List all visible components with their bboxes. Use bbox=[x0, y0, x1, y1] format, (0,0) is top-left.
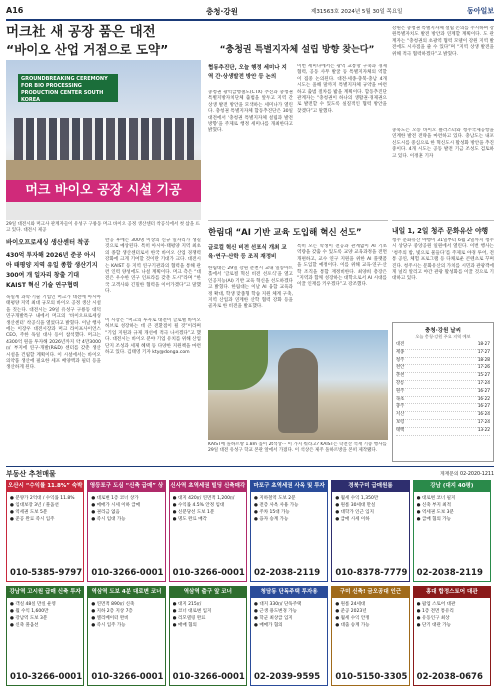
ad-line: ● 매매가 시세 이하 급매 bbox=[91, 503, 141, 508]
lead-body3: 이 시장은 “머크의 투자로 대전이 글로벌 바이오 허브로 성장하는 데 큰 전환점이 될 것”이라며 “기업 지원과 규제 개선에 적극 나서겠다”고 했다. 대전시는 바이오 분야 기업 유치를 위해 산업단지 조성과 세제 혜택 등 다양한 지원책을 마련하고 있다. 김태영 기자 kty@donga.com bbox=[105, 318, 201, 356]
lead-subhead1: 바이오프로세싱 생산센터 착공 bbox=[6, 239, 90, 246]
ad-line: ● 신축 풀옵션 bbox=[10, 623, 39, 628]
right-divider bbox=[392, 220, 494, 221]
ad-line: ● 준공 완료 즉시 입주 bbox=[10, 517, 55, 522]
ads-section-title: 부동산 추천매물 bbox=[6, 470, 56, 478]
section-name: 충청·강원 bbox=[206, 7, 238, 16]
ad-box[interactable] bbox=[250, 480, 328, 582]
ad-box[interactable] bbox=[6, 480, 84, 582]
ad-box[interactable] bbox=[169, 480, 247, 582]
statue-shape bbox=[278, 348, 318, 433]
weather-temp: 15·27 bbox=[477, 373, 490, 379]
ad-line: ● 권리금 없음 bbox=[91, 510, 120, 515]
newspaper-logo: 동아일보 bbox=[466, 7, 494, 15]
issue-date: 제31563호 2024년 5월 30일 목요일 bbox=[311, 9, 403, 15]
ad-title: 강남역 고시원 급매 신축 투자 bbox=[7, 587, 83, 598]
story3-body2: 특히 모든 학생이 전공과 관계없이 AI 기초 역량을 갖출 수 있도록 교양 교육과정을 전면 개편하고, 교수 연구 지원을 위한 AI 플랫폼을 도입할 예정이다. 이를 위해 교육·연구·산학 조직을 통합 재정비한다. 최양희 총장은 “지역과 함께 성장하는 대학으로서 AI 시대를 이끌 인재를 키우겠다”고 강조했다. bbox=[297, 244, 387, 288]
ad-line: ● 리모델링 완료 bbox=[172, 616, 206, 621]
ad-line: ● 원룸 30세대 만실 bbox=[335, 503, 376, 508]
lead-photo bbox=[6, 60, 201, 220]
ad-line: ● 전층 사옥 사용 가능 bbox=[254, 503, 299, 508]
lead-headline-line1: 머크社 새 공장 품은 대전 bbox=[6, 24, 156, 40]
ad-title: 경북구미 급매원룸 bbox=[332, 481, 408, 492]
ad-line: ● 대지 420㎡ 연면적 1,200㎡ bbox=[172, 496, 235, 501]
ad-phone[interactable]: 02-2038-0676 bbox=[416, 672, 483, 682]
lead-headline-line2: “바이오 산업 거점으로 도약” bbox=[6, 42, 169, 57]
ad-line: ● 신축 부지 최적 bbox=[416, 503, 451, 508]
weather-row bbox=[396, 365, 490, 373]
ad-phone[interactable]: 010-8378-7779 bbox=[335, 568, 408, 578]
ad-line: ● 지하철역 도보 2분 bbox=[254, 496, 296, 501]
ad-title: 신사역 초역세권 빌딩 신축매각 bbox=[170, 481, 246, 492]
ads-row-1 bbox=[6, 480, 494, 584]
weather-row bbox=[396, 373, 490, 381]
ads-header bbox=[6, 466, 494, 479]
ad-line: ● 수익률 4.5% 안정 임대 bbox=[172, 503, 225, 508]
weather-city: 춘천 bbox=[396, 373, 405, 379]
ad-body bbox=[414, 598, 490, 632]
story3-photo bbox=[208, 330, 388, 440]
ad-line: ● 명도 완료 매각 bbox=[172, 517, 207, 522]
ad-body bbox=[251, 598, 327, 632]
lead-body2: 완공 후에는 300명 이상의 신규 일자리가 생길 것으로 예상된다. 특히 아시아·태평양 지역 최초의 종합 생산센터로서 한국 바이오 산업 경쟁력 강화에 크게 기여할 것이란 기대가 크다. 대전시는 KAIST 등 지역 연구기관과의 협력을 통해 관련 인력 양성에도 나설 계획이다. 머크 측은 “대전은 우수한 연구 인프라를 갖춘 도시”라며 “한국 고객사와 긴밀한 협력을 이어가겠다”고 말했다. bbox=[105, 238, 201, 295]
ad-line: ● 대지 215㎡ bbox=[172, 602, 202, 607]
ad-line: ● 객실 48실 만실 운영 bbox=[10, 602, 56, 607]
weather-temp: 16·22 bbox=[477, 396, 490, 402]
ad-line: ● 매매 협의 bbox=[172, 623, 197, 628]
ad-line: ● 급매 협의 가능 bbox=[416, 517, 451, 522]
ad-line: ● 즉시 임대 가능 bbox=[91, 517, 126, 522]
weather-city: 충주 bbox=[396, 404, 405, 410]
ad-body bbox=[251, 492, 327, 526]
weather-row bbox=[396, 428, 490, 436]
ad-line: ● 원룸 24세대 bbox=[335, 602, 366, 607]
ad-phone[interactable]: 010-5385-9797 bbox=[10, 568, 83, 578]
ad-box[interactable] bbox=[413, 480, 491, 582]
ad-box[interactable] bbox=[413, 586, 491, 686]
ad-line: ● 엘리베이터 완비 bbox=[91, 616, 129, 621]
weather-temp: 13·22 bbox=[477, 427, 490, 433]
story2-body2: 이번 세미나에서는 광역 교통망 구축과 경제 협력, 공동 사무 발굴 등 특별지자체의 역할이 집중 논의된다. 대전·세종·충북·충남 4개 시도는 올해 말까지 특별지자체 규약을 마련하고 출범 절차를 밟을 계획이다. 합동추진단 관계자는 “충청권이 하나의 생활권·경제권으로 발전할 수 있도록 실질적인 협력 방안을 찾겠다”고 말했다. bbox=[297, 64, 387, 114]
ad-line: ● 신분당선 도보 1분 bbox=[172, 510, 215, 515]
ad-phone[interactable]: 02-2038-2119 bbox=[254, 568, 321, 578]
ad-line: ● 매매가 협의 bbox=[254, 623, 283, 628]
weather-city: 원주 bbox=[396, 388, 405, 394]
ad-body bbox=[332, 598, 408, 632]
ad-title: 오산시 “수익률 11.8%” 숙박 bbox=[7, 481, 83, 492]
ad-line: ● 임대보장 3년 / 풀옵션 bbox=[10, 503, 59, 508]
right-body2: 충북도는 오송 바이오 클러스터와 청주국제공항을 연계한 발전 전략을 마련하고 있다. 충남도는 내포신도시를 중심으로 한 혁신도시 활성화 방안을 추진 중이다. 4개 시도는 공동 발전 기금 조성도 검토하고 있다. 이정훈 기자 bbox=[392, 128, 494, 159]
ad-line: ● 1층 전면 통유리 bbox=[416, 609, 454, 614]
ad-line: ● 대출 승계 가능 bbox=[335, 623, 370, 628]
ad-box[interactable] bbox=[169, 586, 247, 686]
ad-line: ● 대로변 1층 코너 상가 bbox=[91, 496, 139, 501]
weather-row bbox=[396, 420, 490, 428]
ad-box[interactable] bbox=[331, 586, 409, 686]
ad-line: ● 연면적 890㎡ 신축 bbox=[91, 602, 135, 607]
tree-shape bbox=[208, 330, 268, 390]
ad-line: ● 대로변 코너 필지 bbox=[416, 496, 456, 501]
ad-box[interactable] bbox=[331, 480, 409, 582]
ad-line: ● 지하 2층 지상 7층 bbox=[91, 609, 133, 614]
lead-subhead2: 430억 투자해 2026년 준공 아시아 태평양 지역 유일 종합 생산기지 300여 개 일자리 창출 기대 KAIST 혁신 기술 연구협력 bbox=[6, 252, 98, 289]
weather-city: 강릉 bbox=[396, 380, 405, 386]
ad-line: ● 대학가 인근 입지 bbox=[335, 510, 374, 515]
lead-photo-caption: 29일 대전시와 머크사 관계자들이 유성구 구룡동 머크 바이오 공정 생산센터 착공식에서 첫 삽을 뜨고 있다. 대전시 제공 bbox=[6, 222, 200, 234]
ad-phone[interactable]: 010-3266-0001 bbox=[172, 568, 245, 578]
ad-title: 구미 신축! 금오공대 인근 bbox=[332, 587, 408, 598]
ad-line: ● 월세 수익 1,350만 bbox=[335, 496, 379, 501]
ad-line: ● 주차 15대 가능 bbox=[254, 510, 290, 515]
ad-title: 영등포구 도심 “신축 급매” 상 bbox=[88, 481, 164, 492]
weather-city: 보령 bbox=[396, 419, 405, 425]
weather-temp: 18·28 bbox=[477, 357, 490, 363]
lead-body1: 독일계 과학·기술 기업인 머크가 대전에 아시아태평양 지역 최대 규모의 바이오 공정 생산 시설을 짓는다. 대전시는 29일 유성구 구룡동 대덕연구개발특구 내에서 머크의 ‘바이오프로세싱 생산센터’ 착공식을 열었다고 밝혔다. 이날 행사에는 이장우 대전시장과 머크 라이프사이언스 CEO, 주한 독일 대사 등이 참석했다. 머크는 4300억 원을 투자해 2026년까지 약 4만3000㎡ 부지에 연구·개발(R&D) 센터를 갖춘 생산 시설을 건립할 계획이다. 이 시설에서는 바이오 의약품 생산에 필요한 세포 배양액과 필터 등을 생산하게 된다. bbox=[6, 295, 101, 371]
weather-row bbox=[396, 381, 490, 389]
weather-row bbox=[396, 389, 490, 397]
weather-box bbox=[392, 322, 494, 462]
ad-box[interactable] bbox=[6, 586, 84, 686]
weather-row bbox=[396, 404, 490, 412]
ad-line: ● 준공 2023년 bbox=[335, 609, 367, 614]
ad-body bbox=[88, 598, 164, 632]
weather-temp: 17·27 bbox=[477, 349, 490, 355]
weather-row bbox=[396, 350, 490, 358]
story2-divider bbox=[208, 220, 388, 221]
weather-city: 세종 bbox=[396, 349, 405, 355]
ads-row-2 bbox=[6, 586, 494, 688]
ad-title: 강남 (대지 40평) bbox=[414, 481, 490, 492]
ad-phone[interactable]: 02-2038-2119 bbox=[416, 568, 483, 578]
ad-body bbox=[332, 492, 408, 526]
story2-subhead: 협동추진단, 오늘 행정 세미나 지역 간·상생발전 방안 등 논의 bbox=[208, 65, 287, 80]
weather-temp: 17·24 bbox=[477, 419, 490, 425]
story2-body1: 충청권 광역급행철도(CTX) 추진과 충청권 특별지방자치단체 출범을 앞두고 지역 간 상생 발전 방안을 모색하는 세미나가 열린다. 충청권 특별지자체 합동추진단은 30일 대전에서 ‘충청권 특별지자체 설립과 발전 방향’을 주제로 행정 세미나를 개최한다고 밝혔다. bbox=[208, 90, 293, 134]
ad-title: 역삼역 출구 앞 코너 bbox=[170, 587, 246, 598]
ad-line: ● 팝업 스토어 대관 bbox=[416, 602, 456, 607]
lead-col1 bbox=[6, 238, 101, 375]
right-ad-title: 내일 1, 2일 청주 문화유산 야행 bbox=[392, 227, 489, 235]
story3-body1: 한림대는 29일 강원 춘천시 교내 일송아트홀에서 ‘글로컬 혁신 비전 선포식’을 열고 인공지능(AI) 기반 교육 혁신을 선도하겠다고 밝혔다. 한림대는 이날 AI 융합 교육과정 확대, 학생 맞춤형 학습 지원 체계 구축, 지역 산업과 연계한 산학 협력 강화 등을 골자로 한 비전을 발표했다. bbox=[208, 266, 293, 310]
right-ad-body: 청주 문화유산 야행이 31일부터 6월 2일까지 청주시 상당구 중앙공원 일원에서 열린다. 이번 행사는 ‘청주의 밤, 빛으로 물들다’를 주제로 야경 투어, 전통 공연, 체험 프로그램 등 다채로운 콘텐츠로 꾸며진다. 청주시는 문화유산의 가치를 시민과 관광객에게 널리 알리고 야간 관광 활성화를 이끌 것으로 기대하고 있다. bbox=[392, 238, 494, 282]
ad-phone[interactable]: 010-3266-0001 bbox=[91, 568, 164, 578]
weather-title: 충청·강원 날씨 bbox=[425, 328, 461, 334]
ad-box[interactable] bbox=[250, 586, 328, 686]
ad-phone[interactable]: 010-3266-0001 bbox=[172, 672, 245, 682]
weather-list bbox=[396, 342, 490, 436]
weather-row bbox=[396, 358, 490, 366]
ad-body bbox=[7, 492, 83, 526]
weather-city: 속초 bbox=[396, 396, 405, 402]
ad-title: 역삼역 도보 4분 대로변 코너 bbox=[88, 587, 164, 598]
weather-city: 청주 bbox=[396, 357, 405, 363]
weather-row bbox=[396, 412, 490, 420]
lead-headline bbox=[6, 24, 186, 58]
ad-line: ● 유동인구 최상 bbox=[416, 616, 450, 621]
ad-phone[interactable]: 010-5150-3305 bbox=[335, 672, 408, 682]
ad-box[interactable] bbox=[87, 480, 165, 582]
ad-phone[interactable]: 010-3266-0001 bbox=[10, 672, 83, 682]
ad-phone[interactable]: 02-2039-9595 bbox=[254, 672, 321, 682]
ad-title: 마포구 초역세권 사옥 및 투자 bbox=[251, 481, 327, 492]
weather-row bbox=[396, 342, 490, 350]
story3-headline: 한림대 “AI 기반 교육 도입해 혁신 선도” bbox=[208, 228, 362, 238]
weather-temp: 18·27 bbox=[477, 342, 490, 347]
story2-headline: “충청권 특별지자체 설립 방향 찾는다” bbox=[219, 45, 375, 55]
weather-temp: 16·27 bbox=[477, 388, 490, 394]
ad-line: ● 즉시 입주 가능 bbox=[91, 623, 126, 628]
ads-contact: 게재문의 02-2020-1211 bbox=[439, 472, 494, 477]
page-header bbox=[6, 5, 494, 21]
ad-body bbox=[170, 598, 246, 632]
photo-banner: GROUNDBREAKING CEREMONY FOR BIO PROCESSING PRODUCTION CENTER SOUTH KOREA bbox=[18, 74, 118, 102]
ad-body bbox=[88, 492, 164, 526]
ad-line: ● 학군 최상급 입지 bbox=[254, 616, 293, 621]
photo-overlay-text: 머크 바이오 공장 시설 기공 bbox=[6, 180, 201, 202]
weather-temp: 16·27 bbox=[477, 404, 490, 410]
ad-line: ● 강남역 도보 3분 bbox=[10, 616, 48, 621]
story3-subhead: 글로컬 혁신 비전 선포식 개최 교육·연구·산학 등 조직 재정비 bbox=[208, 245, 287, 260]
ad-body bbox=[170, 492, 246, 526]
ad-line: ● 월 수익 1,600만 bbox=[10, 609, 49, 614]
ad-line: ● 급매 시세 이하 bbox=[335, 517, 370, 522]
ad-line: ● 단기 대관 가능 bbox=[416, 623, 451, 628]
weather-city: 대전 bbox=[396, 342, 405, 347]
weather-temp: 17·26 bbox=[477, 365, 490, 371]
ad-line: ● 대지 330㎡ 단독주택 bbox=[254, 602, 302, 607]
weather-city: 태백 bbox=[396, 427, 405, 433]
ad-line: ● 코너 대로변 입지 bbox=[172, 609, 212, 614]
ad-box[interactable] bbox=[87, 586, 165, 686]
right-body1: 강원은 충청권 특별지자체 설립 논의를 주시하며 강원특별자치도 발전 방안과 연계할 계획이다. 도 관계자는 “충청권의 초광역 협력 모델이 강원 지역 발전에도 시사점을 줄 수 있다”며 “지역 상생 발전을 위해 적극 협력하겠다”고 밝혔다. bbox=[392, 26, 494, 57]
ad-line: ● 근생 용도변경 가능 bbox=[254, 609, 297, 614]
ad-line: ● 분양가 2억대 / 수익률 11.8% bbox=[10, 496, 75, 501]
story3-photo-caption: KAIST에 돌하르방 1.8m 높이 2t석상··· 이 가지 뭐라고? KAIST는 학전산 석재 기증 행사를 29일 대전 유성구 학교 본관 앞에서 가졌다. 이 석상은 제주 돌하르방을 본떠 제작됐다. bbox=[208, 442, 387, 454]
ad-body bbox=[414, 492, 490, 526]
weather-subtitle: 오늘 충청·강원 주요 지역 예보 bbox=[415, 334, 471, 339]
weather-city: 서산 bbox=[396, 412, 405, 418]
ad-body bbox=[7, 598, 83, 632]
ad-line: ● 역세권 도보 5분 bbox=[10, 510, 48, 515]
weather-temp: 17·24 bbox=[477, 380, 490, 386]
photo-ground bbox=[6, 160, 201, 180]
ad-phone[interactable]: 010-3266-0001 bbox=[91, 672, 164, 682]
page-number: A16 bbox=[6, 6, 24, 15]
ad-title: 홍대 합정스토어 대관 bbox=[414, 587, 490, 598]
ad-line: ● 월세 수익 안정 bbox=[335, 616, 370, 621]
photo-people bbox=[14, 118, 194, 160]
photo-strip bbox=[6, 202, 201, 220]
weather-row bbox=[396, 397, 490, 405]
ad-line: ● 융자 승계 가능 bbox=[254, 517, 289, 522]
weather-temp: 16·24 bbox=[477, 412, 490, 418]
weather-city: 천안 bbox=[396, 365, 405, 371]
ad-title: 청담동 단독주택 투자용 bbox=[251, 587, 327, 598]
ad-line: ● 역세권 도보 3분 bbox=[416, 510, 454, 515]
